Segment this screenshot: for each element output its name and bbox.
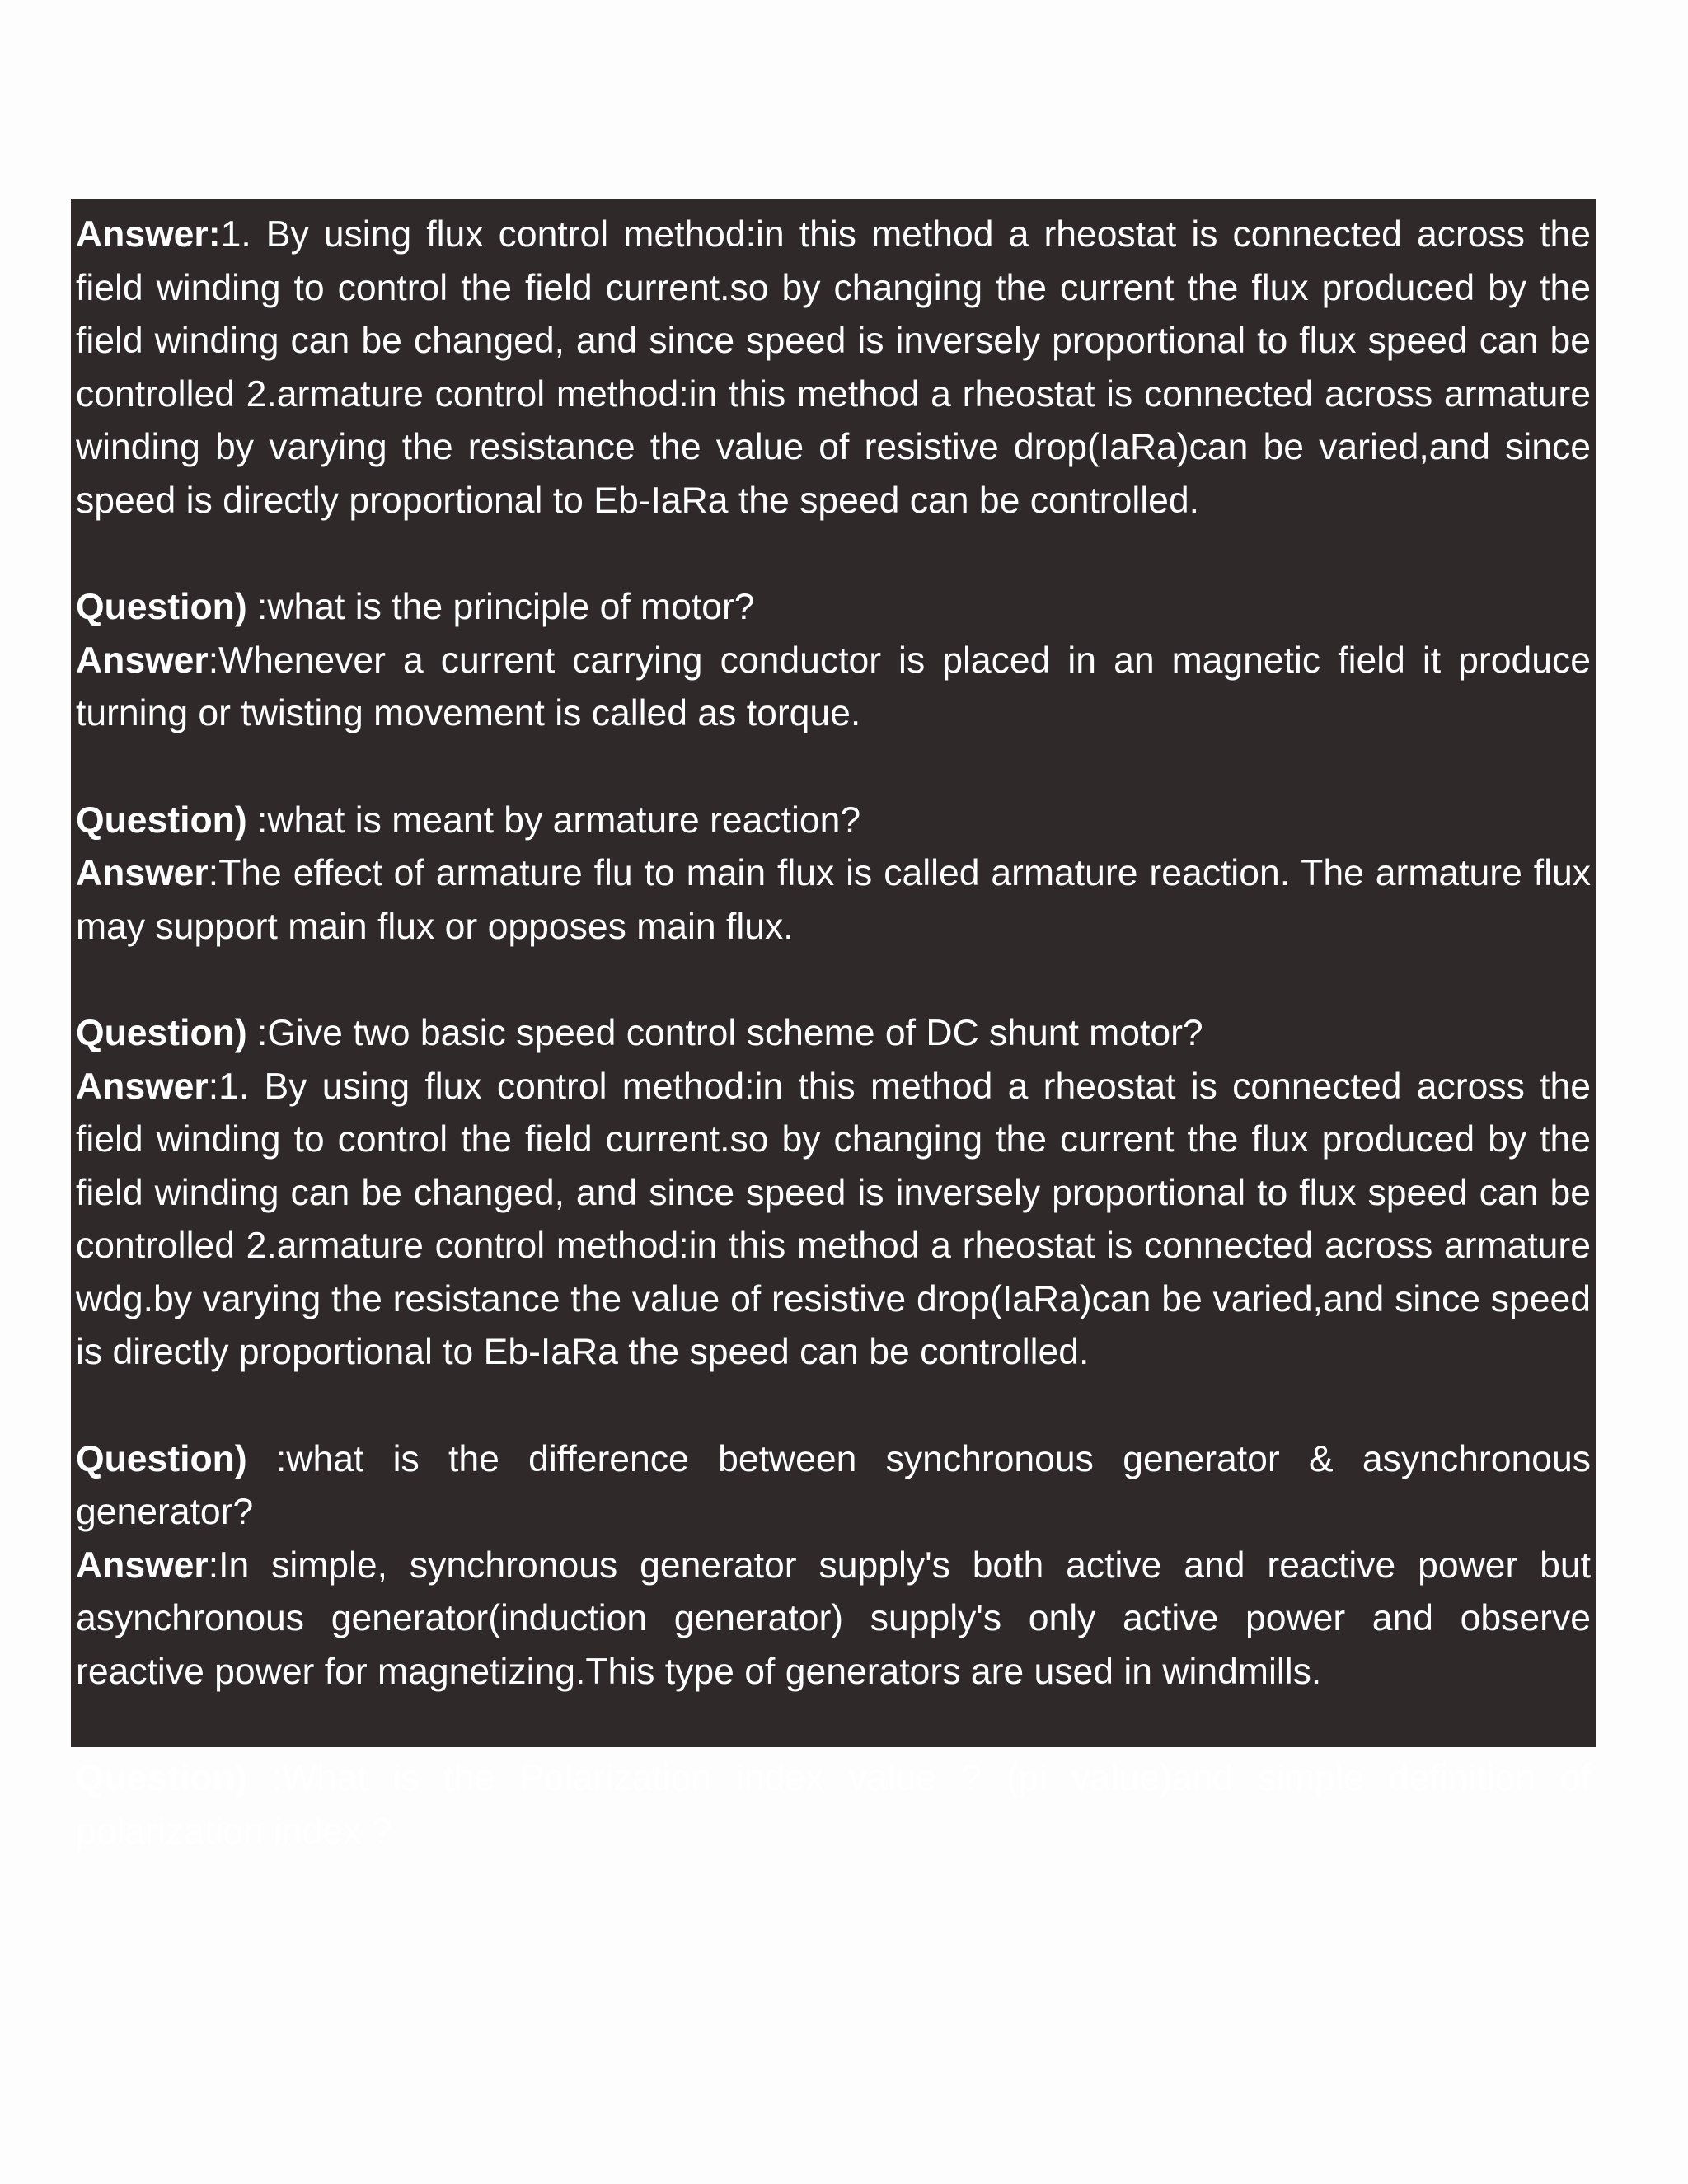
question-label: Question) (76, 799, 247, 841)
paragraph-gap (76, 1380, 1591, 1433)
answer-text: :1. By using flux control method:in this method a rheostat is connected across the field winding to control the field current.so by changing the current the flux produced by the field winding can be changed, and since speed is inversely proportional to flux speed can be controlled 2.armature control method:in this method a rheostat is connected across armature wdg.by varying the resistance the value of resistive drop(IaRa)can be varied,and since speed is directly proportional to Eb-IaRa the speed can be controlled. (76, 1066, 1591, 1373)
answer-text: 1. By using flux control method:in this method a rheostat is connected across the field winding to control the field current.so by changing the current the flux produced by the field winding can be changed, and since speed is inversely proportional to flux speed can be controlled 2.armature control method:in this method a rheostat is connected across armature winding by varying the resistance the value of resistive drop(IaRa)can be varied,and since speed is directly proportional to Eb-IaRa the speed can be controlled. (76, 214, 1591, 521)
answer-text: :The effect of armature flu to main flux is called armature reaction. The armature flux may support main flux or opposes main flux. (76, 853, 1591, 947)
question-text: :what is meant by armature reaction? (246, 799, 861, 841)
answer-label: Answer (76, 853, 209, 894)
question-text: :What is the Polarization index value ? (pi value)and simple definition of polarization index ? (76, 1758, 1591, 1852)
answer-paragraph (76, 209, 1591, 528)
qa-content-box (71, 199, 1596, 1852)
question-paragraph (76, 581, 1591, 635)
paragraph-gap (76, 954, 1591, 1007)
answer-paragraph (76, 1061, 1591, 1380)
answer-paragraph (76, 847, 1591, 954)
question-label: Question) (76, 1438, 247, 1479)
answer-text: :In simple, synchronous generator supply's both active and reactive power but asynchronous generator(induction generator) supply's only active power and observe reactive power for magnetizing.This type of generators are used in windmills. (76, 1544, 1591, 1693)
question-paragraph (76, 1007, 1591, 1061)
paragraph-gap (76, 528, 1591, 582)
answer-text: :Whenever a current carrying conductor is placed in an magnetic field it produce turning or twisting movement is called as torque. (76, 640, 1591, 734)
question-text: :what is the difference between synchronous generator & asynchronous generator? (76, 1438, 1591, 1533)
paragraph-gap (76, 741, 1591, 794)
question-label: Question) (76, 1012, 247, 1053)
paragraph-gap (76, 1699, 1591, 1753)
answer-label: Answer: (76, 214, 221, 255)
question-text: :what is the principle of motor? (246, 587, 755, 628)
question-paragraph (76, 1433, 1591, 1540)
answer-paragraph (76, 635, 1591, 741)
answer-label: Answer (76, 1066, 209, 1107)
question-text: :Give two basic speed control scheme of DC shunt motor? (246, 1012, 1203, 1053)
answer-label: Answer (76, 640, 209, 681)
question-paragraph (76, 1752, 1591, 1858)
question-label: Question) (76, 587, 247, 628)
question-paragraph (76, 794, 1591, 848)
answer-label: Answer (76, 1544, 209, 1586)
question-label: Question) (76, 1758, 247, 1799)
answer-paragraph (76, 1540, 1591, 1699)
